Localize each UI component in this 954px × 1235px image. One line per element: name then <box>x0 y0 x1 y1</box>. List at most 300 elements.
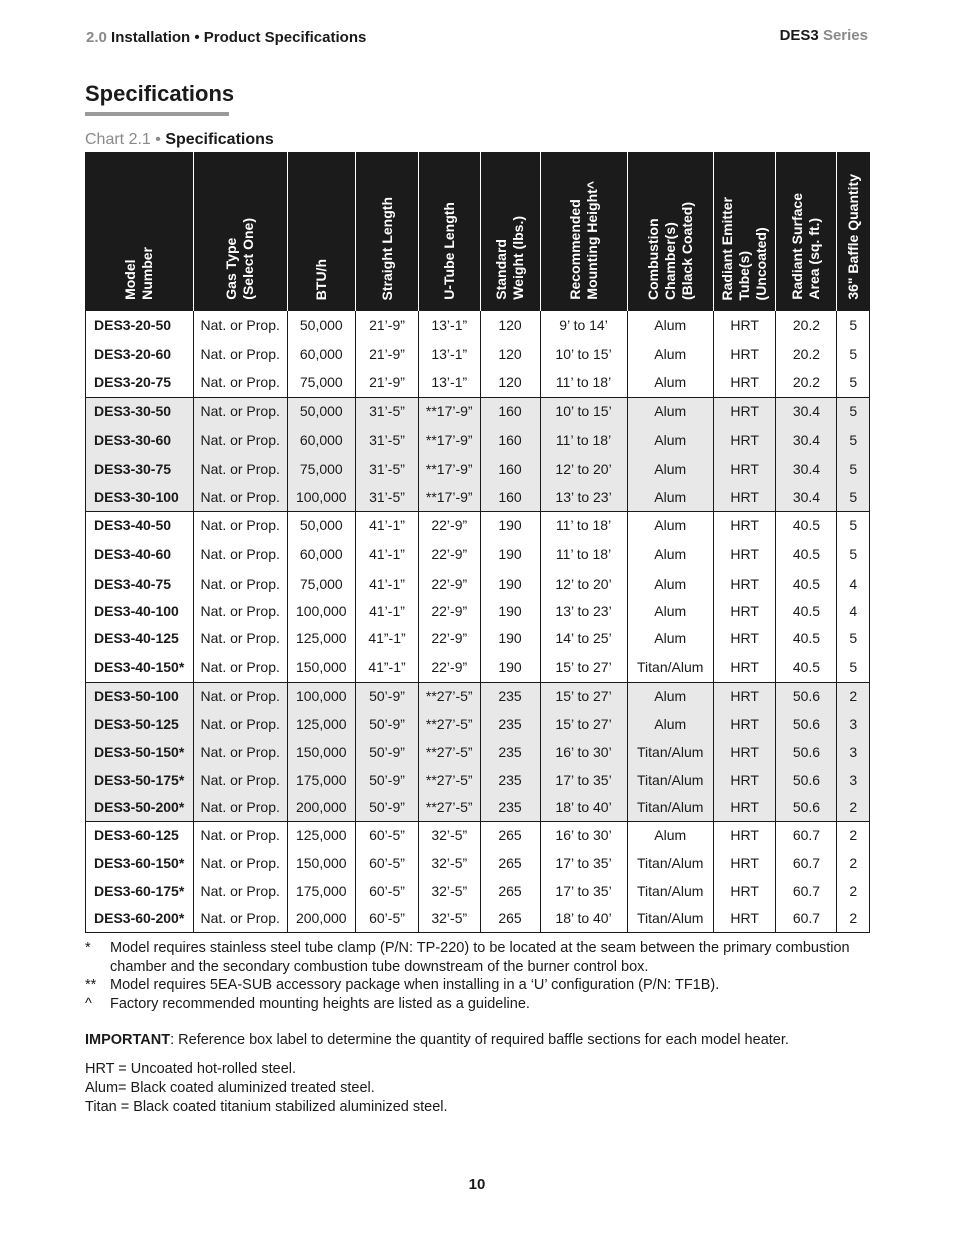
cell-mounting-height: 11’ to 18’ <box>540 425 627 454</box>
cell-btu-h: 75,000 <box>287 368 355 397</box>
cell-model-number: DES3-40-75 <box>94 575 172 592</box>
section-number: 2.0 <box>86 29 107 46</box>
legend-line: HRT = Uncoated hot-rolled steel. <box>85 1061 297 1077</box>
cell-u-tube-length: 32’-5” <box>419 877 480 905</box>
cell-standard-weight: 120 <box>480 339 540 368</box>
cell-radiant-surface-area: 50.6 <box>776 766 837 793</box>
footnote <box>85 976 865 995</box>
cell-baffle-quantity: 5 <box>837 483 870 511</box>
column-header-line: Area (sq. ft.) <box>806 218 823 300</box>
cell-standard-weight: 190 <box>480 598 540 624</box>
material-legend <box>85 1060 448 1117</box>
cell-radiant-emitter-tube: HRT <box>713 624 776 652</box>
footnote-text: Model requires 5EA-SUB accessory package when installing in a ‘U’ configuration (P/N: TF1B). <box>110 977 720 993</box>
cell-u-tube-length: 32’-5” <box>419 905 480 932</box>
cell-gas-type: Nat. or Prop. <box>193 539 287 569</box>
cell-u-tube-length: **17’-9” <box>419 425 480 454</box>
cell-model-number: DES3-50-150* <box>86 738 194 766</box>
table-row <box>86 766 870 793</box>
title-underline <box>85 112 229 116</box>
cell-mounting-height: 16’ to 30’ <box>540 821 627 849</box>
cell-model-number: DES3-40-60 <box>94 546 172 562</box>
cell-straight-length: 31’-5” <box>355 425 418 454</box>
column-header-label <box>645 198 696 308</box>
cell-radiant-emitter-tube: HRT <box>713 368 776 397</box>
cell-btu-h: 175,000 <box>287 766 355 793</box>
important-note <box>85 1032 789 1048</box>
table-row <box>86 339 870 368</box>
cell-standard-weight: 190 <box>480 511 540 539</box>
table-row <box>86 905 870 932</box>
cell-radiant-emitter-tube: HRT <box>713 710 776 738</box>
cell-btu-h: 50,000 <box>287 397 355 425</box>
cell-u-tube-length: **17’-9” <box>419 454 480 483</box>
cell-u-tube-length: 13’-1” <box>419 311 480 339</box>
cell-radiant-emitter-tube: HRT <box>713 311 776 339</box>
cell-combustion-chamber: Alum <box>627 311 713 339</box>
cell-baffle-quantity: 2 <box>837 905 870 932</box>
cell-combustion-chamber: Alum <box>627 598 713 624</box>
cell-combustion-chamber: Titan/Alum <box>627 849 713 877</box>
cell-baffle-quantity: 4 <box>837 569 870 598</box>
cell-u-tube-length: **27’-5” <box>419 793 480 821</box>
cell-model-number: DES3-60-150* <box>94 855 185 871</box>
cell-mounting-height: 14’ to 25’ <box>540 624 627 652</box>
cell-gas-type: Nat. or Prop. <box>193 483 287 511</box>
cell-radiant-emitter-tube: HRT <box>713 598 776 624</box>
footnote-text: Model requires stainless steel tube clamp (P/N: TP-220) to be located at the seam between the primary combustion chamber and the secondary combustion tube downstream of the burner control box. <box>110 940 850 975</box>
cell-gas-type: Nat. or Prop. <box>193 766 287 793</box>
cell-mounting-height: 12’ to 20’ <box>540 569 627 598</box>
table-row <box>86 397 870 425</box>
cell-radiant-surface-area: 50.6 <box>776 710 837 738</box>
cell-baffle-quantity: 5 <box>837 539 870 569</box>
cell-mounting-height: 17’ to 35’ <box>540 849 627 877</box>
table-row <box>86 652 870 682</box>
cell-radiant-surface-area: 20.2 <box>776 368 837 397</box>
cell-model-number: DES3-60-125 <box>94 827 179 844</box>
cell-mounting-height: 11’ to 18’ <box>540 539 627 569</box>
running-header <box>86 29 366 46</box>
column-header-line: Mounting Height^ <box>583 181 600 300</box>
cell-radiant-surface-area: 30.4 <box>776 425 837 454</box>
cell-radiant-emitter-tube: HRT <box>713 511 776 539</box>
cell-baffle-quantity: 2 <box>837 877 870 905</box>
column-header-u-tube-length <box>419 152 480 311</box>
cell-btu-h: 125,000 <box>287 624 355 652</box>
cell-gas-type: Nat. or Prop. <box>193 793 287 821</box>
cell-standard-weight: 190 <box>480 569 540 598</box>
cell-standard-weight: 265 <box>480 821 540 849</box>
cell-radiant-surface-area: 40.5 <box>776 539 837 569</box>
cell-combustion-chamber: Alum <box>627 710 713 738</box>
table-row <box>86 425 870 454</box>
cell-u-tube-length: **27’-5” <box>419 710 480 738</box>
footnote <box>85 939 865 976</box>
table-row <box>86 511 870 539</box>
column-header-label <box>719 193 770 308</box>
cell-radiant-surface-area: 20.2 <box>776 339 837 368</box>
column-header-line: (Select One) <box>240 218 257 300</box>
cell-mounting-height: 18’ to 40’ <box>540 793 627 821</box>
cell-gas-type: Nat. or Prop. <box>193 425 287 454</box>
cell-combustion-chamber: Titan/Alum <box>627 877 713 905</box>
cell-btu-h: 60,000 <box>287 539 355 569</box>
cell-combustion-chamber: Alum <box>627 483 713 511</box>
cell-straight-length: 31’-5” <box>355 483 418 511</box>
column-header-line: Radiant Surface <box>789 193 806 300</box>
column-header-line: Straight Length <box>378 196 395 300</box>
table-row <box>86 454 870 483</box>
cell-mounting-height: 9’ to 14’ <box>540 311 627 339</box>
cell-combustion-chamber: Alum <box>627 682 713 710</box>
page-number: 10 <box>468 1176 486 1193</box>
column-header-btu-h <box>287 152 355 311</box>
cell-standard-weight: 265 <box>480 905 540 932</box>
cell-gas-type: Nat. or Prop. <box>193 652 287 682</box>
column-header-line: 36" Baffle Quantity <box>844 174 861 300</box>
cell-btu-h: 150,000 <box>287 738 355 766</box>
cell-straight-length: 50’-9” <box>355 766 418 793</box>
cell-u-tube-length: **27’-5” <box>419 738 480 766</box>
cell-mounting-height: 18’ to 40’ <box>540 905 627 932</box>
series-word: Series <box>822 27 868 44</box>
cell-baffle-quantity: 5 <box>837 397 870 425</box>
cell-u-tube-length: 22’-9” <box>419 652 480 682</box>
table-row <box>86 849 870 877</box>
cell-standard-weight: 190 <box>480 539 540 569</box>
cell-baffle-quantity: 3 <box>837 766 870 793</box>
section-title: Installation • Product Specifications <box>111 29 367 46</box>
column-header-line: Weight (lbs.) <box>510 216 527 300</box>
cell-combustion-chamber: Alum <box>627 425 713 454</box>
cell-mounting-height: 15’ to 27’ <box>540 682 627 710</box>
cell-btu-h: 175,000 <box>287 877 355 905</box>
cell-radiant-emitter-tube: HRT <box>713 849 776 877</box>
cell-radiant-surface-area: 50.6 <box>776 682 837 710</box>
cell-btu-h: 50,000 <box>287 311 355 339</box>
column-header-line: U-Tube Length <box>440 202 457 300</box>
cell-u-tube-length: **27’-5” <box>419 766 480 793</box>
table-row <box>86 483 870 511</box>
column-header-label <box>313 255 330 308</box>
cell-mounting-height: 15’ to 27’ <box>540 652 627 682</box>
cell-model-number: DES3-50-200* <box>86 793 194 821</box>
table-row <box>86 821 870 849</box>
column-header-combustion-chamber <box>627 152 713 311</box>
cell-gas-type: Nat. or Prop. <box>193 454 287 483</box>
column-header-label <box>789 189 823 308</box>
cell-radiant-surface-area: 60.7 <box>776 877 837 905</box>
column-header-line: (Uncoated) <box>753 226 770 300</box>
cell-combustion-chamber: Titan/Alum <box>627 738 713 766</box>
cell-straight-length: 60’-5” <box>355 849 418 877</box>
cell-mounting-height: 13’ to 23’ <box>540 598 627 624</box>
column-header-line: Combustion <box>644 218 661 300</box>
important-label: IMPORTANT <box>85 1032 171 1048</box>
table-row <box>86 311 870 339</box>
cell-combustion-chamber: Alum <box>627 511 713 539</box>
table-row <box>86 598 870 624</box>
cell-model-number: DES3-50-125 <box>86 710 194 738</box>
column-header-radiant-emitter-tube <box>713 152 776 311</box>
cell-straight-length: 50’-9” <box>355 738 418 766</box>
cell-radiant-surface-area: 30.4 <box>776 454 837 483</box>
cell-radiant-surface-area: 40.5 <box>776 569 837 598</box>
footnotes <box>85 939 865 1013</box>
product-name: DES3 <box>779 27 819 44</box>
column-header-model-number <box>86 152 194 311</box>
cell-baffle-quantity: 5 <box>837 511 870 539</box>
cell-radiant-surface-area: 60.7 <box>776 905 837 932</box>
cell-straight-length: 41’-1” <box>355 598 418 624</box>
cell-gas-type: Nat. or Prop. <box>193 339 287 368</box>
table-row <box>86 793 870 821</box>
footnote <box>85 995 865 1014</box>
cell-model-number: DES3-30-50 <box>86 397 194 425</box>
column-header-line: Recommended <box>566 199 583 300</box>
cell-u-tube-length: 22’-9” <box>419 624 480 652</box>
cell-radiant-surface-area: 40.5 <box>776 652 837 682</box>
cell-baffle-quantity: 5 <box>837 454 870 483</box>
cell-gas-type: Nat. or Prop. <box>193 710 287 738</box>
cell-gas-type: Nat. or Prop. <box>193 905 287 932</box>
column-header-line: Chamber(s) <box>661 222 678 300</box>
cell-u-tube-length: 13’-1” <box>419 368 480 397</box>
cell-gas-type: Nat. or Prop. <box>193 738 287 766</box>
cell-radiant-emitter-tube: HRT <box>713 766 776 793</box>
cell-straight-length: 41’-1” <box>355 569 418 598</box>
cell-btu-h: 75,000 <box>287 569 355 598</box>
cell-radiant-emitter-tube: HRT <box>713 339 776 368</box>
cell-standard-weight: 160 <box>480 454 540 483</box>
cell-standard-weight: 235 <box>480 710 540 738</box>
cell-straight-length: 31’-5” <box>355 454 418 483</box>
footnote-marker: ^ <box>85 995 92 1012</box>
chart-caption <box>85 131 274 149</box>
cell-combustion-chamber: Titan/Alum <box>627 905 713 932</box>
cell-baffle-quantity: 4 <box>837 598 870 624</box>
cell-btu-h: 125,000 <box>287 821 355 849</box>
cell-straight-length: 41”-1” <box>355 652 418 682</box>
cell-radiant-emitter-tube: HRT <box>713 454 776 483</box>
column-header-label <box>223 214 257 308</box>
cell-model-number: DES3-30-60 <box>86 425 194 454</box>
cell-gas-type: Nat. or Prop. <box>193 598 287 624</box>
cell-radiant-emitter-tube: HRT <box>713 682 776 710</box>
cell-gas-type: Nat. or Prop. <box>193 821 287 849</box>
cell-standard-weight: 235 <box>480 738 540 766</box>
cell-mounting-height: 12’ to 20’ <box>540 454 627 483</box>
cell-u-tube-length: 22’-9” <box>419 569 480 598</box>
cell-radiant-surface-area: 50.6 <box>776 738 837 766</box>
cell-radiant-surface-area: 20.2 <box>776 311 837 339</box>
column-header-line: Radiant Emitter <box>719 196 736 300</box>
cell-u-tube-length: 22’-9” <box>419 511 480 539</box>
table-row <box>86 877 870 905</box>
cell-straight-length: 50’-9” <box>355 793 418 821</box>
cell-radiant-surface-area: 40.5 <box>776 624 837 652</box>
cell-model-number: DES3-40-125 <box>94 630 179 646</box>
cell-mounting-height: 11’ to 18’ <box>540 368 627 397</box>
cell-model-number: DES3-20-50 <box>94 317 172 333</box>
cell-btu-h: 100,000 <box>287 483 355 511</box>
cell-radiant-emitter-tube: HRT <box>713 539 776 569</box>
cell-baffle-quantity: 5 <box>837 368 870 397</box>
cell-u-tube-length: **27’-5” <box>419 682 480 710</box>
column-header-label <box>845 170 862 308</box>
cell-radiant-emitter-tube: HRT <box>713 425 776 454</box>
cell-radiant-emitter-tube: HRT <box>713 483 776 511</box>
column-header-line: Model <box>122 259 139 300</box>
cell-standard-weight: 235 <box>480 793 540 821</box>
cell-baffle-quantity: 2 <box>837 821 870 849</box>
cell-standard-weight: 235 <box>480 682 540 710</box>
cell-radiant-emitter-tube: HRT <box>713 877 776 905</box>
cell-mounting-height: 17’ to 35’ <box>540 877 627 905</box>
column-header-line: BTU/h <box>312 258 329 300</box>
cell-btu-h: 60,000 <box>287 339 355 368</box>
cell-radiant-emitter-tube: HRT <box>713 569 776 598</box>
cell-combustion-chamber: Alum <box>627 624 713 652</box>
cell-u-tube-length: 32’-5” <box>419 849 480 877</box>
cell-radiant-surface-area: 30.4 <box>776 483 837 511</box>
cell-standard-weight: 160 <box>480 483 540 511</box>
column-header-gas-type <box>193 152 287 311</box>
cell-model-number: DES3-40-150* <box>86 652 194 682</box>
cell-radiant-emitter-tube: HRT <box>713 905 776 932</box>
cell-radiant-emitter-tube: HRT <box>713 652 776 682</box>
page-title: Specifications <box>85 81 235 106</box>
cell-standard-weight: 160 <box>480 425 540 454</box>
cell-standard-weight: 190 <box>480 652 540 682</box>
series-header <box>780 27 868 44</box>
cell-gas-type: Nat. or Prop. <box>193 311 287 339</box>
cell-straight-length: 60’-5” <box>355 877 418 905</box>
cell-baffle-quantity: 5 <box>837 624 870 652</box>
cell-u-tube-length: 13’-1” <box>419 339 480 368</box>
cell-model-number: DES3-60-175* <box>94 883 185 899</box>
cell-radiant-surface-area: 40.5 <box>776 511 837 539</box>
cell-btu-h: 150,000 <box>287 849 355 877</box>
cell-straight-length: 21’-9” <box>355 368 418 397</box>
cell-straight-length: 41”-1” <box>355 624 418 652</box>
column-header-label <box>567 177 601 308</box>
cell-model-number: DES3-20-60 <box>94 345 172 362</box>
specifications-table <box>85 152 870 933</box>
table-body <box>86 311 870 932</box>
footnote-text: Factory recommended mounting heights are listed as a guideline. <box>110 995 530 1012</box>
cell-model-number: DES3-50-175* <box>86 766 194 793</box>
cell-standard-weight: 120 <box>480 311 540 339</box>
column-header-line: Tube(s) <box>736 250 753 300</box>
cell-model-number: DES3-40-50 <box>94 517 172 534</box>
table-row <box>86 682 870 710</box>
column-header-label <box>493 212 527 308</box>
footnote-marker: * <box>85 940 91 956</box>
cell-combustion-chamber: Alum <box>627 397 713 425</box>
cell-combustion-chamber: Titan/Alum <box>627 793 713 821</box>
table-header-row <box>86 152 870 311</box>
column-header-line: Number <box>139 247 156 300</box>
cell-model-number: DES3-30-75 <box>86 454 194 483</box>
cell-combustion-chamber: Alum <box>627 539 713 569</box>
cell-mounting-height: 13’ to 23’ <box>540 483 627 511</box>
cell-model-number: DES3-20-75 <box>86 368 194 397</box>
cell-gas-type: Nat. or Prop. <box>193 368 287 397</box>
cell-btu-h: 50,000 <box>287 511 355 539</box>
cell-model-number: DES3-30-100 <box>86 483 194 511</box>
cell-u-tube-length: **17’-9” <box>419 397 480 425</box>
cell-model-number: DES3-40-100 <box>94 603 179 619</box>
cell-btu-h: 125,000 <box>287 710 355 738</box>
cell-straight-length: 60’-5” <box>355 905 418 932</box>
cell-gas-type: Nat. or Prop. <box>193 682 287 710</box>
column-header-label <box>441 198 458 308</box>
cell-straight-length: 60’-5” <box>355 821 418 849</box>
legend-line: Titan = Black coated titanium stabilized aluminized steel. <box>85 1099 448 1115</box>
column-header-straight-length <box>355 152 418 311</box>
cell-standard-weight: 190 <box>480 624 540 652</box>
cell-gas-type: Nat. or Prop. <box>193 569 287 598</box>
cell-btu-h: 200,000 <box>287 905 355 932</box>
chart-title: Specifications <box>165 131 274 148</box>
cell-radiant-emitter-tube: HRT <box>713 821 776 849</box>
column-header-line: Standard <box>493 239 510 300</box>
cell-mounting-height: 11’ to 18’ <box>540 511 627 539</box>
cell-radiant-emitter-tube: HRT <box>713 738 776 766</box>
cell-radiant-emitter-tube: HRT <box>713 397 776 425</box>
cell-straight-length: 21’-9” <box>355 339 418 368</box>
cell-combustion-chamber: Titan/Alum <box>627 766 713 793</box>
table-row <box>86 624 870 652</box>
column-header-line: (Black Coated) <box>678 201 695 300</box>
important-text: : Reference box label to determine the quantity of required baffle sections for each model heater. <box>170 1032 789 1048</box>
cell-radiant-surface-area: 60.7 <box>776 821 837 849</box>
cell-baffle-quantity: 3 <box>837 738 870 766</box>
cell-baffle-quantity: 5 <box>837 339 870 368</box>
cell-combustion-chamber: Alum <box>627 339 713 368</box>
cell-combustion-chamber: Alum <box>627 368 713 397</box>
column-header-line: Gas Type <box>223 238 240 300</box>
cell-btu-h: 75,000 <box>287 454 355 483</box>
table-row <box>86 569 870 598</box>
column-header-standard-weight <box>480 152 540 311</box>
cell-combustion-chamber: Alum <box>627 569 713 598</box>
cell-combustion-chamber: Alum <box>627 454 713 483</box>
cell-straight-length: 41’-1” <box>355 539 418 569</box>
cell-combustion-chamber: Titan/Alum <box>627 652 713 682</box>
cell-straight-length: 31’-5” <box>355 397 418 425</box>
cell-baffle-quantity: 5 <box>837 425 870 454</box>
cell-u-tube-length: 22’-9” <box>419 598 480 624</box>
cell-radiant-surface-area: 40.5 <box>776 598 837 624</box>
cell-model-number: DES3-50-100 <box>86 682 194 710</box>
cell-straight-length: 41’-1” <box>355 511 418 539</box>
cell-mounting-height: 10’ to 15’ <box>540 339 627 368</box>
cell-radiant-surface-area: 50.6 <box>776 793 837 821</box>
column-header-radiant-surface-area <box>776 152 837 311</box>
table-row <box>86 738 870 766</box>
column-header-mounting-height <box>540 152 627 311</box>
cell-straight-length: 21’-9” <box>355 311 418 339</box>
table-row <box>86 368 870 397</box>
cell-radiant-surface-area: 30.4 <box>776 397 837 425</box>
cell-mounting-height: 15’ to 27’ <box>540 710 627 738</box>
cell-mounting-height: 16’ to 30’ <box>540 738 627 766</box>
cell-gas-type: Nat. or Prop. <box>193 877 287 905</box>
cell-mounting-height: 17’ to 35’ <box>540 766 627 793</box>
